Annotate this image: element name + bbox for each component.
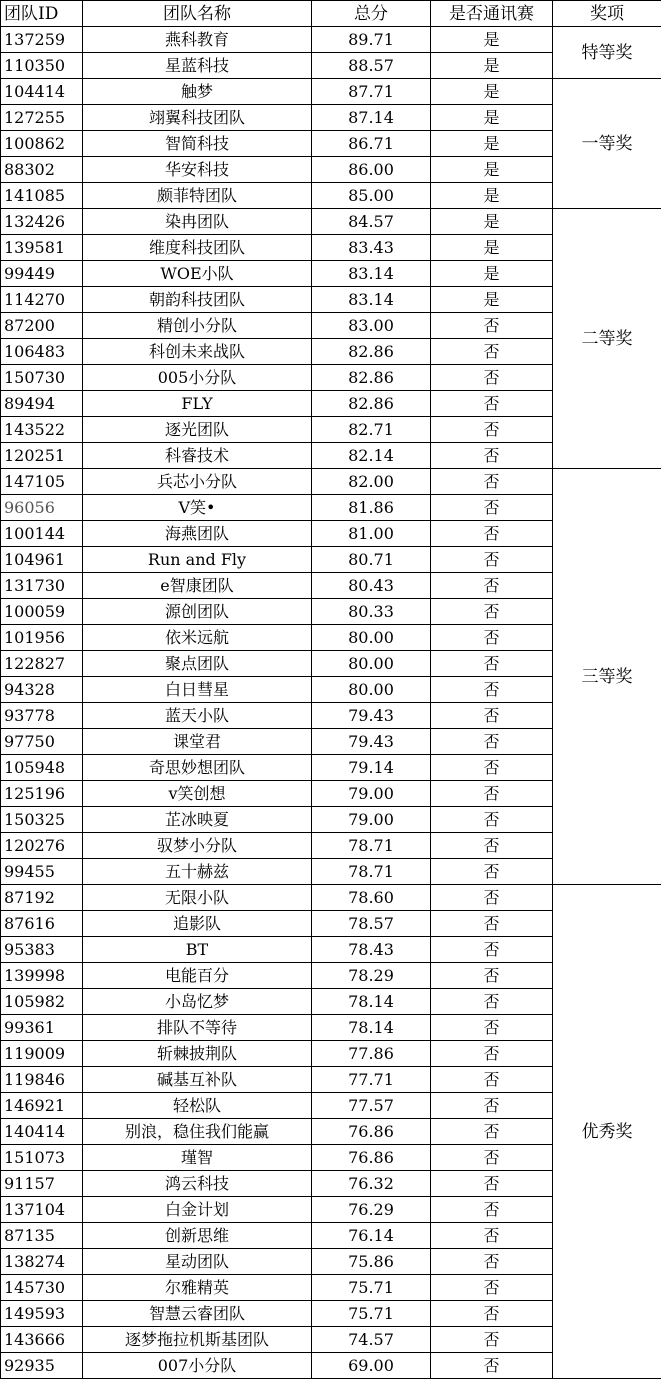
score-cell[interactable]: 78.71: [312, 833, 431, 859]
team-name-cell[interactable]: 触梦: [83, 79, 312, 105]
score-cell[interactable]: 76.86: [312, 1145, 431, 1171]
team-id-cell[interactable]: 120251: [1, 443, 83, 469]
score-cell[interactable]: 78.71: [312, 859, 431, 885]
comm-cell[interactable]: 否: [431, 1067, 553, 1093]
score-cell[interactable]: 80.00: [312, 625, 431, 651]
score-cell[interactable]: 80.33: [312, 599, 431, 625]
comm-cell[interactable]: 否: [431, 417, 553, 443]
score-cell[interactable]: 76.86: [312, 1119, 431, 1145]
team-name-cell[interactable]: 007小分队: [83, 1353, 312, 1379]
team-name-cell[interactable]: 无限小队: [83, 885, 312, 911]
team-name-cell[interactable]: 小岛忆梦: [83, 989, 312, 1015]
team-id-cell[interactable]: 127255: [1, 105, 83, 131]
score-cell[interactable]: 75.86: [312, 1249, 431, 1275]
team-id-cell[interactable]: 88302: [1, 157, 83, 183]
award-cell[interactable]: 优秀奖: [553, 885, 661, 1379]
score-cell[interactable]: 75.71: [312, 1301, 431, 1327]
header-team-id[interactable]: 团队ID: [1, 1, 83, 27]
comm-cell[interactable]: 否: [431, 365, 553, 391]
score-cell[interactable]: 86.71: [312, 131, 431, 157]
header-team-name[interactable]: 团队名称: [83, 1, 312, 27]
comm-cell[interactable]: 否: [431, 781, 553, 807]
score-cell[interactable]: 79.43: [312, 729, 431, 755]
score-cell[interactable]: 79.43: [312, 703, 431, 729]
comm-cell[interactable]: 否: [431, 1041, 553, 1067]
score-cell[interactable]: 69.00: [312, 1353, 431, 1379]
team-name-cell[interactable]: 电能百分: [83, 963, 312, 989]
comm-cell[interactable]: 否: [431, 1249, 553, 1275]
team-id-cell[interactable]: 104414: [1, 79, 83, 105]
team-id-cell[interactable]: 110350: [1, 53, 83, 79]
team-id-cell[interactable]: 104961: [1, 547, 83, 573]
team-id-cell[interactable]: 122827: [1, 651, 83, 677]
comm-cell[interactable]: 否: [431, 521, 553, 547]
comm-cell[interactable]: 否: [431, 963, 553, 989]
score-cell[interactable]: 76.29: [312, 1197, 431, 1223]
table-row: [1, 469, 661, 495]
score-cell[interactable]: 82.14: [312, 443, 431, 469]
team-id-cell[interactable]: 139581: [1, 235, 83, 261]
score-cell[interactable]: 74.57: [312, 1327, 431, 1353]
comm-cell[interactable]: 是: [431, 157, 553, 183]
team-name-cell[interactable]: BT: [83, 937, 312, 963]
team-name-cell[interactable]: 芷冰映夏: [83, 807, 312, 833]
team-name-cell[interactable]: 瑾智: [83, 1145, 312, 1171]
team-name-cell[interactable]: 鸿云科技: [83, 1171, 312, 1197]
team-name-cell[interactable]: 科睿技术: [83, 443, 312, 469]
team-id-cell[interactable]: 143522: [1, 417, 83, 443]
score-cell[interactable]: 79.14: [312, 755, 431, 781]
team-name-cell[interactable]: 别浪，稳住我们能赢: [83, 1119, 312, 1145]
team-name-cell[interactable]: 颇菲特团队: [83, 183, 312, 209]
team-name-cell[interactable]: 排队不等待: [83, 1015, 312, 1041]
comm-cell[interactable]: 否: [431, 1145, 553, 1171]
team-id-cell[interactable]: 100059: [1, 599, 83, 625]
team-id-cell[interactable]: 87616: [1, 911, 83, 937]
team-id-cell[interactable]: 143666: [1, 1327, 83, 1353]
score-cell[interactable]: 80.00: [312, 651, 431, 677]
score-cell[interactable]: 80.43: [312, 573, 431, 599]
team-id-cell[interactable]: 95383: [1, 937, 83, 963]
score-cell[interactable]: 88.57: [312, 53, 431, 79]
comm-cell[interactable]: 是: [431, 235, 553, 261]
team-id-cell[interactable]: 119846: [1, 1067, 83, 1093]
comm-cell[interactable]: 否: [431, 313, 553, 339]
comm-cell[interactable]: 否: [431, 339, 553, 365]
header-award[interactable]: 奖项: [553, 1, 661, 27]
team-name-cell[interactable]: 斩棘披荆队: [83, 1041, 312, 1067]
score-cell[interactable]: 87.71: [312, 79, 431, 105]
team-id-cell[interactable]: 89494: [1, 391, 83, 417]
score-cell[interactable]: 78.14: [312, 1015, 431, 1041]
score-cell[interactable]: 77.86: [312, 1041, 431, 1067]
team-name-cell[interactable]: 创新思维: [83, 1223, 312, 1249]
team-name-cell[interactable]: 轻松队: [83, 1093, 312, 1119]
team-id-cell[interactable]: 147105: [1, 469, 83, 495]
comm-cell[interactable]: 否: [431, 1327, 553, 1353]
comm-cell[interactable]: 否: [431, 703, 553, 729]
comm-cell[interactable]: 否: [431, 391, 553, 417]
team-name-cell[interactable]: 追影队: [83, 911, 312, 937]
team-name-cell[interactable]: 依米远航: [83, 625, 312, 651]
team-id-cell[interactable]: 137104: [1, 1197, 83, 1223]
comm-cell[interactable]: 是: [431, 131, 553, 157]
comm-cell[interactable]: 是: [431, 209, 553, 235]
team-name-cell[interactable]: 智慧云睿团队: [83, 1301, 312, 1327]
team-id-cell[interactable]: 99455: [1, 859, 83, 885]
score-cell[interactable]: 78.60: [312, 885, 431, 911]
team-name-cell[interactable]: V笑•: [83, 495, 312, 521]
score-cell[interactable]: 77.71: [312, 1067, 431, 1093]
team-name-cell[interactable]: 课堂君: [83, 729, 312, 755]
team-id-cell[interactable]: 149593: [1, 1301, 83, 1327]
score-cell[interactable]: 76.14: [312, 1223, 431, 1249]
comm-cell[interactable]: 否: [431, 1119, 553, 1145]
team-id-cell[interactable]: 87192: [1, 885, 83, 911]
comm-cell[interactable]: 否: [431, 1353, 553, 1379]
team-id-cell[interactable]: 119009: [1, 1041, 83, 1067]
team-id-cell[interactable]: 100144: [1, 521, 83, 547]
comm-cell[interactable]: 否: [431, 469, 553, 495]
score-cell[interactable]: 86.00: [312, 157, 431, 183]
comm-cell[interactable]: 否: [431, 859, 553, 885]
team-name-cell[interactable]: 染冉团队: [83, 209, 312, 235]
team-name-cell[interactable]: 蓝天小队: [83, 703, 312, 729]
comm-cell[interactable]: 否: [431, 1197, 553, 1223]
team-name-cell[interactable]: 白日彗星: [83, 677, 312, 703]
team-name-cell[interactable]: 白金计划: [83, 1197, 312, 1223]
comm-cell[interactable]: 否: [431, 677, 553, 703]
header-score[interactable]: 总分: [312, 1, 431, 27]
header-comm[interactable]: 是否通讯赛: [431, 1, 553, 27]
team-id-cell[interactable]: 87200: [1, 313, 83, 339]
score-cell[interactable]: 80.00: [312, 677, 431, 703]
team-id-cell[interactable]: 96056: [1, 495, 83, 521]
team-id-cell[interactable]: 137259: [1, 27, 83, 53]
table-row: [1, 27, 661, 53]
score-cell[interactable]: 78.29: [312, 963, 431, 989]
team-name-cell[interactable]: e智康团队: [83, 573, 312, 599]
team-name-cell[interactable]: 海燕团队: [83, 521, 312, 547]
header-row: [1, 1, 661, 27]
team-name-cell[interactable]: 奇思妙想团队: [83, 755, 312, 781]
team-id-cell[interactable]: 100862: [1, 131, 83, 157]
team-id-cell[interactable]: 114270: [1, 287, 83, 313]
score-cell[interactable]: 80.71: [312, 547, 431, 573]
team-id-cell[interactable]: 151073: [1, 1145, 83, 1171]
team-name-cell[interactable]: v笑创想: [83, 781, 312, 807]
comm-cell[interactable]: 否: [431, 495, 553, 521]
award-cell[interactable]: 特等奖: [553, 27, 661, 79]
score-cell[interactable]: 78.57: [312, 911, 431, 937]
team-id-cell[interactable]: 146921: [1, 1093, 83, 1119]
team-id-cell[interactable]: 99361: [1, 1015, 83, 1041]
comm-cell[interactable]: 否: [431, 1093, 553, 1119]
team-id-cell[interactable]: 94328: [1, 677, 83, 703]
team-id-cell[interactable]: 105948: [1, 755, 83, 781]
team-name-cell[interactable]: 维度科技团队: [83, 235, 312, 261]
award-cell[interactable]: 一等奖: [553, 79, 661, 209]
table-row: [1, 79, 661, 105]
team-name-cell[interactable]: 五十赫兹: [83, 859, 312, 885]
award-cell[interactable]: 三等奖: [553, 469, 661, 885]
team-name-cell[interactable]: 聚点团队: [83, 651, 312, 677]
team-name-cell[interactable]: 华安科技: [83, 157, 312, 183]
team-id-cell[interactable]: 131730: [1, 573, 83, 599]
team-name-cell[interactable]: 精创小分队: [83, 313, 312, 339]
comm-cell[interactable]: 否: [431, 1171, 553, 1197]
score-cell[interactable]: 83.14: [312, 261, 431, 287]
team-name-cell[interactable]: 源创团队: [83, 599, 312, 625]
comm-cell[interactable]: 是: [431, 287, 553, 313]
team-id-cell[interactable]: 145730: [1, 1275, 83, 1301]
score-cell[interactable]: 83.14: [312, 287, 431, 313]
comm-cell[interactable]: 是: [431, 53, 553, 79]
score-cell[interactable]: 75.71: [312, 1275, 431, 1301]
comm-cell[interactable]: 是: [431, 261, 553, 287]
team-id-cell[interactable]: 97750: [1, 729, 83, 755]
team-id-cell[interactable]: 92935: [1, 1353, 83, 1379]
score-cell[interactable]: 82.71: [312, 417, 431, 443]
team-name-cell[interactable]: 朝韵科技团队: [83, 287, 312, 313]
team-id-cell[interactable]: 106483: [1, 339, 83, 365]
team-name-cell[interactable]: FLY: [83, 391, 312, 417]
comm-cell[interactable]: 否: [431, 911, 553, 937]
team-name-cell[interactable]: 尔雅精英: [83, 1275, 312, 1301]
score-cell[interactable]: 82.86: [312, 365, 431, 391]
score-cell[interactable]: 82.86: [312, 339, 431, 365]
table-row: [1, 885, 661, 911]
comm-cell[interactable]: 是: [431, 79, 553, 105]
score-cell[interactable]: 87.14: [312, 105, 431, 131]
comm-cell[interactable]: 否: [431, 1015, 553, 1041]
comm-cell[interactable]: 否: [431, 989, 553, 1015]
score-cell[interactable]: 76.32: [312, 1171, 431, 1197]
team-id-cell[interactable]: 139998: [1, 963, 83, 989]
score-cell[interactable]: 84.57: [312, 209, 431, 235]
team-id-cell[interactable]: 101956: [1, 625, 83, 651]
team-name-cell[interactable]: WOE小队: [83, 261, 312, 287]
team-name-cell[interactable]: 兵芯小分队: [83, 469, 312, 495]
comm-cell[interactable]: 否: [431, 729, 553, 755]
team-name-cell[interactable]: 碱基互补队: [83, 1067, 312, 1093]
score-cell[interactable]: 83.00: [312, 313, 431, 339]
comm-cell[interactable]: 是: [431, 27, 553, 53]
score-cell[interactable]: 82.86: [312, 391, 431, 417]
award-cell[interactable]: 二等奖: [553, 209, 661, 469]
table-body: [1, 1, 661, 1379]
team-id-cell[interactable]: 138274: [1, 1249, 83, 1275]
comm-cell[interactable]: 否: [431, 651, 553, 677]
score-cell[interactable]: 85.00: [312, 183, 431, 209]
team-name-cell[interactable]: 科创未来战队: [83, 339, 312, 365]
comm-cell[interactable]: 否: [431, 547, 553, 573]
comm-cell[interactable]: 是: [431, 105, 553, 131]
comm-cell[interactable]: 否: [431, 807, 553, 833]
comm-cell[interactable]: 否: [431, 885, 553, 911]
team-id-cell[interactable]: 93778: [1, 703, 83, 729]
team-name-cell[interactable]: 驭梦小分队: [83, 833, 312, 859]
score-cell[interactable]: 79.00: [312, 781, 431, 807]
comm-cell[interactable]: 否: [431, 599, 553, 625]
team-name-cell[interactable]: 005小分队: [83, 365, 312, 391]
team-id-cell[interactable]: 125196: [1, 781, 83, 807]
team-name-cell[interactable]: 智简科技: [83, 131, 312, 157]
team-name-cell[interactable]: 星蓝科技: [83, 53, 312, 79]
comm-cell[interactable]: 否: [431, 1223, 553, 1249]
comm-cell[interactable]: 否: [431, 937, 553, 963]
team-id-cell[interactable]: 91157: [1, 1171, 83, 1197]
team-id-cell[interactable]: 150325: [1, 807, 83, 833]
score-cell[interactable]: 78.43: [312, 937, 431, 963]
team-id-cell[interactable]: 132426: [1, 209, 83, 235]
team-id-cell[interactable]: 120276: [1, 833, 83, 859]
comm-cell[interactable]: 否: [431, 625, 553, 651]
team-name-cell[interactable]: 星动团队: [83, 1249, 312, 1275]
team-id-cell[interactable]: 141085: [1, 183, 83, 209]
comm-cell[interactable]: 否: [431, 443, 553, 469]
team-id-cell[interactable]: 87135: [1, 1223, 83, 1249]
score-cell[interactable]: 81.00: [312, 521, 431, 547]
score-cell[interactable]: 89.71: [312, 27, 431, 53]
score-cell[interactable]: 83.43: [312, 235, 431, 261]
team-id-cell[interactable]: 105982: [1, 989, 83, 1015]
team-id-cell[interactable]: 99449: [1, 261, 83, 287]
team-id-cell[interactable]: 140414: [1, 1119, 83, 1145]
comm-cell[interactable]: 否: [431, 833, 553, 859]
team-name-cell[interactable]: 逐梦拖拉机斯基团队: [83, 1327, 312, 1353]
comm-cell[interactable]: 否: [431, 755, 553, 781]
team-name-cell[interactable]: 翊翼科技团队: [83, 105, 312, 131]
score-cell[interactable]: 82.00: [312, 469, 431, 495]
team-name-cell[interactable]: 燕科教育: [83, 27, 312, 53]
table-row: [1, 209, 661, 235]
team-id-cell[interactable]: 150730: [1, 365, 83, 391]
comm-cell[interactable]: 否: [431, 1275, 553, 1301]
score-cell[interactable]: 79.00: [312, 807, 431, 833]
comm-cell[interactable]: 否: [431, 1301, 553, 1327]
team-name-cell[interactable]: Run and Fly: [83, 547, 312, 573]
score-cell[interactable]: 81.86: [312, 495, 431, 521]
score-cell[interactable]: 78.14: [312, 989, 431, 1015]
comm-cell[interactable]: 否: [431, 573, 553, 599]
team-name-cell[interactable]: 逐光团队: [83, 417, 312, 443]
score-cell[interactable]: 77.57: [312, 1093, 431, 1119]
comm-cell[interactable]: 是: [431, 183, 553, 209]
